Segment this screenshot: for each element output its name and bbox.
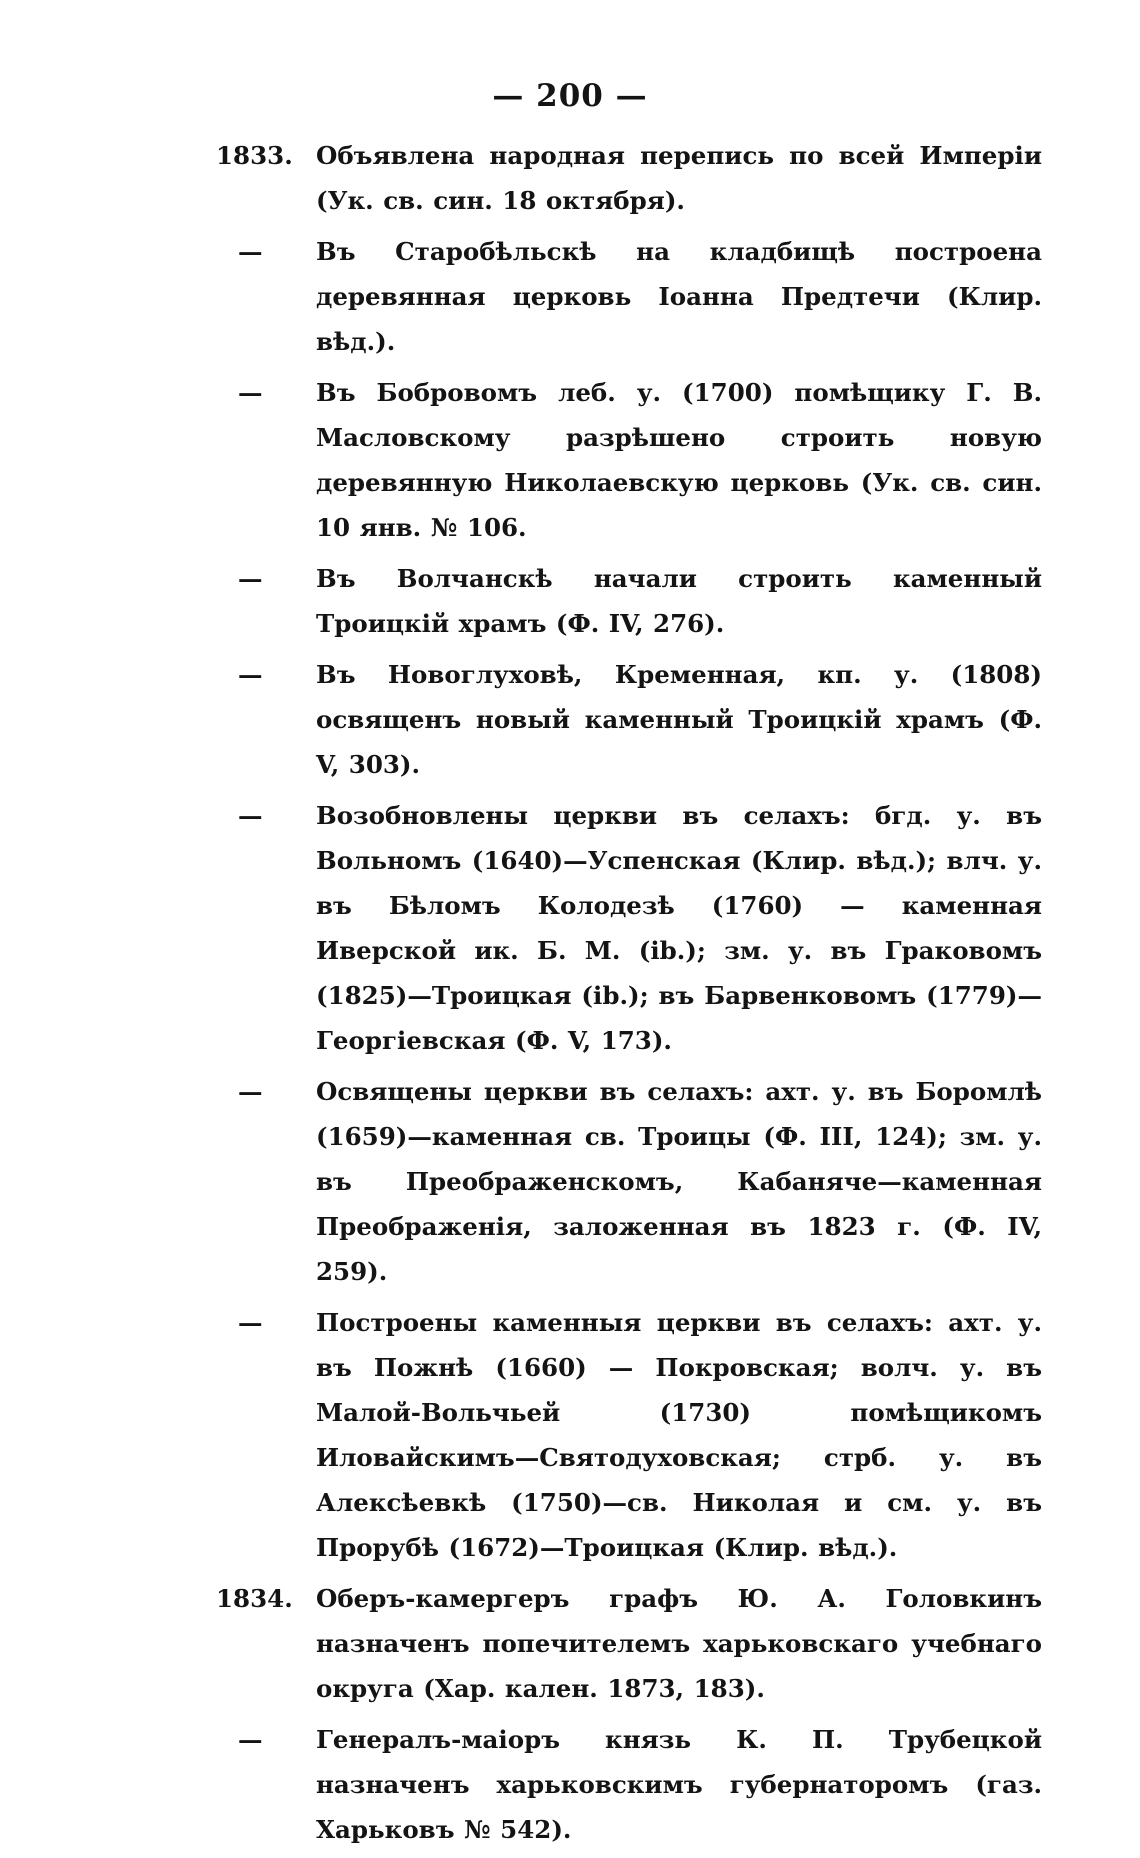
entry-dash-label: —	[238, 1077, 263, 1106]
entry-bobrovo	[216, 370, 1042, 550]
entry-1833	[216, 133, 1042, 223]
entry-text: Объявлена народная перепись по всей Имперіи (Ук. св. син. 18 октября).	[316, 141, 1042, 215]
entry-built-churches	[216, 1300, 1042, 1570]
entry-dash-label: —	[238, 564, 263, 593]
entry-text: Оберъ-камергеръ графъ Ю. А. Головкинъ назначенъ попечителемъ харьковскаго учебнаго округа (Хар. кален. 1873, 183).	[316, 1584, 1042, 1703]
entry-year-label: 1833.	[216, 141, 293, 170]
entry-text: Въ Волчанскѣ начали строить каменный Троицкій храмъ (Ф. IV, 276).	[316, 564, 1042, 638]
page-number: — 200 —	[492, 78, 648, 114]
entry-dash-label: —	[238, 660, 263, 689]
entry-year-label: 1834.	[216, 1584, 293, 1613]
entry-starobelsk	[216, 229, 1042, 364]
entry-text: Освящены церкви въ селахъ: ахт. у. въ Боромлѣ (1659)—каменная св. Троицы (Ф. III, 124); зм. у. въ Преображенскомъ, Кабаняче—каменная Преображенія, заложенная въ 1823 г. (Ф. IV, 259).	[316, 1077, 1042, 1286]
entry-text: Въ Старобѣльскѣ на кладбищѣ построена деревянная церковь Іоанна Предтечи (Клир. вѣд.).	[316, 237, 1042, 356]
entry-volchansk	[216, 556, 1042, 646]
entry-dash-label: —	[238, 1308, 263, 1337]
entry-text: Генералъ-маіоръ князь К. П. Трубецкой назначенъ харьковскимъ губернаторомъ (газ. Харьковъ № 542).	[316, 1725, 1042, 1844]
entry-text: Возобновлены церкви въ селахъ: бгд. у. въ Вольномъ (1640)—Успенская (Клир. вѣд.); влч. у. въ Бѣломъ Колодезѣ (1760) — каменная Иверской ик. Б. М. (ib.); зм. у. въ Граковомъ (1825)—Троицкая (ib.); въ Барвенковомъ (1779)—Георгіевская (Ф. V, 173).	[316, 801, 1042, 1055]
entry-1834	[216, 1576, 1042, 1711]
entry-dash-label: —	[238, 801, 263, 830]
entry-dash-label: —	[238, 1725, 263, 1754]
entry-novoglukhov	[216, 652, 1042, 787]
chronicle-entries	[216, 133, 1042, 1858]
entry-dash-label: —	[238, 237, 263, 266]
entry-text: Въ Бобровомъ леб. у. (1700) помѣщику Г. В. Масловскому разрѣшено строить новую деревянную Николаевскую церковь (Ук. св. син. 10 янв. № 106.	[316, 378, 1042, 542]
entry-dash-label: —	[238, 378, 263, 407]
entry-consecrated-churches	[216, 1069, 1042, 1294]
entry-renewed-churches	[216, 793, 1042, 1063]
entry-text: Построены каменныя церкви въ селахъ: ахт. у. въ Пожнѣ (1660) — Покровская; волч. у. въ Малой-Вольчьей (1730) помѣщикомъ Иловайскимъ—Святодуховская; стрб. у. въ Алексѣевкѣ (1750)—св. Николая и см. у. въ Прорубѣ (1672)—Троицкая (Клир. вѣд.).	[316, 1308, 1042, 1562]
entry-trubetskoy	[216, 1717, 1042, 1852]
entry-text: Въ Новоглуховѣ, Кременная, кп. у. (1808) освященъ новый каменный Троицкій храмъ (Ф. V, 303).	[316, 660, 1042, 779]
